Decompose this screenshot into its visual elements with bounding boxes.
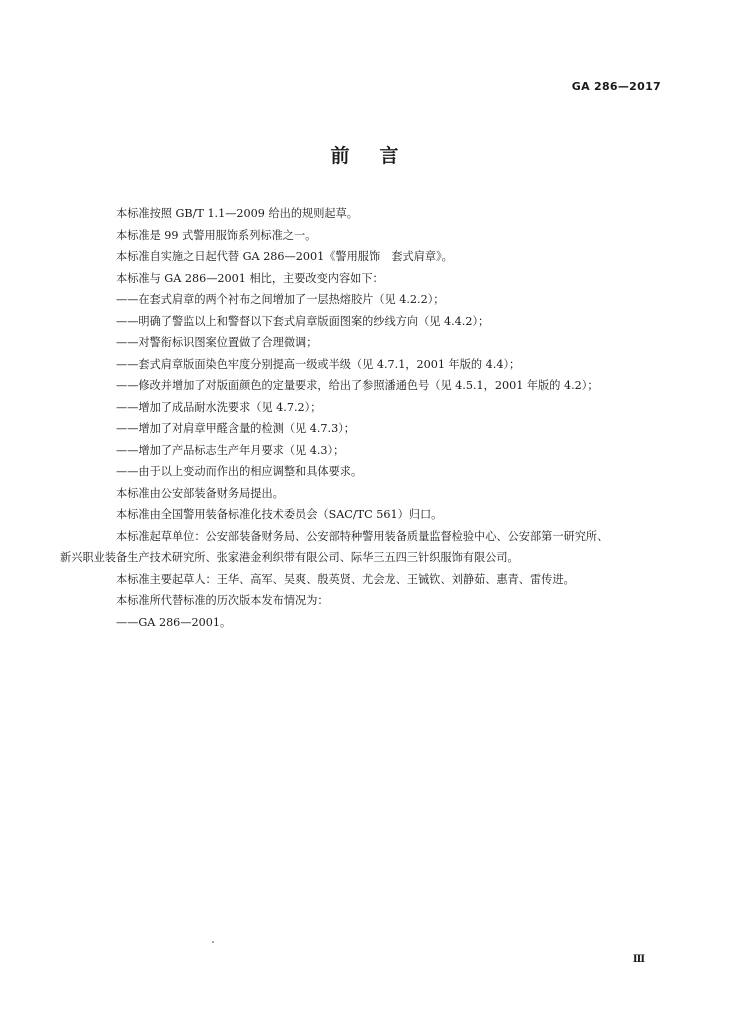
text-line: 本标准与 GA 286—2001 相比，主要改变内容如下： — [116, 271, 384, 285]
change-item: ——由于以上变动而作出的相应调整和具体要求。 — [116, 465, 363, 478]
scan-speck — [212, 941, 214, 943]
change-item: ——增加了对肩章甲醛含量的检测（见 4.7.3）； — [116, 422, 355, 435]
text-line: 本标准由全国警用装备标准化技术委员会（SAC/TC 561）归口。 — [116, 508, 443, 521]
text-line: 本标准是 99 式警用服饰系列标准之一。 — [116, 228, 317, 242]
text-line: 本标准由公安部装备财务局提出。 — [116, 486, 284, 500]
text-line: 本标准按照 GB/T 1.1—2009 给出的规则起草。 — [116, 207, 358, 220]
previous-edition-item: ——GA 286—2001。 — [116, 615, 232, 629]
page-number: Ⅲ — [632, 954, 645, 965]
change-item: ——增加了成品耐水洗要求（见 4.7.2）； — [116, 400, 322, 414]
page-title: 前言 — [330, 145, 429, 167]
change-item: ——增加了产品标志生产年月要求（见 4.3）； — [116, 443, 345, 457]
drafters-line: 本标准主要起草人：王华、高军、吴爽、殷英贤、尤会龙、王铖钦、刘静茹、惠青、雷传进。 — [116, 572, 575, 586]
drafting-units-line: 本标准起草单位：公安部装备财务局、公安部特种警用装备质量监督检验中心、公安部第一研究所、 — [116, 529, 609, 543]
change-item: ——在套式肩章的两个衬布之间增加了一层热熔胶片（见 4.2.2）； — [116, 293, 445, 306]
drafting-units-continuation: 新兴职业装备生产技术研究所、张家港金利织带有限公司、际华三五四三针织服饰有限公司。 — [60, 551, 519, 564]
text-line: 本标准自实施之日起代替 GA 286—2001《警用服饰 套式肩章》。 — [116, 250, 453, 263]
change-item: ——修改并增加了对版面颜色的定量要求，给出了参照潘通色号（见 4.5.1，2001 年版的 4.2）； — [116, 379, 599, 392]
standard-code: GA 286—2017 — [571, 80, 661, 93]
text-line: 本标准所代替标准的历次版本发布情况为： — [116, 594, 329, 607]
change-item: ——套式肩章版面染色牢度分别提高一级或半级（见 4.7.1，2001 年版的 4.4）； — [116, 357, 521, 371]
foreword-body — [60, 203, 676, 633]
change-item: ——明确了警监以上和警督以下套式肩章版面图案的纱线方向（见 4.4.2）； — [116, 314, 490, 328]
change-item: ——对警衔标识图案位置做了合理微调； — [116, 336, 318, 349]
